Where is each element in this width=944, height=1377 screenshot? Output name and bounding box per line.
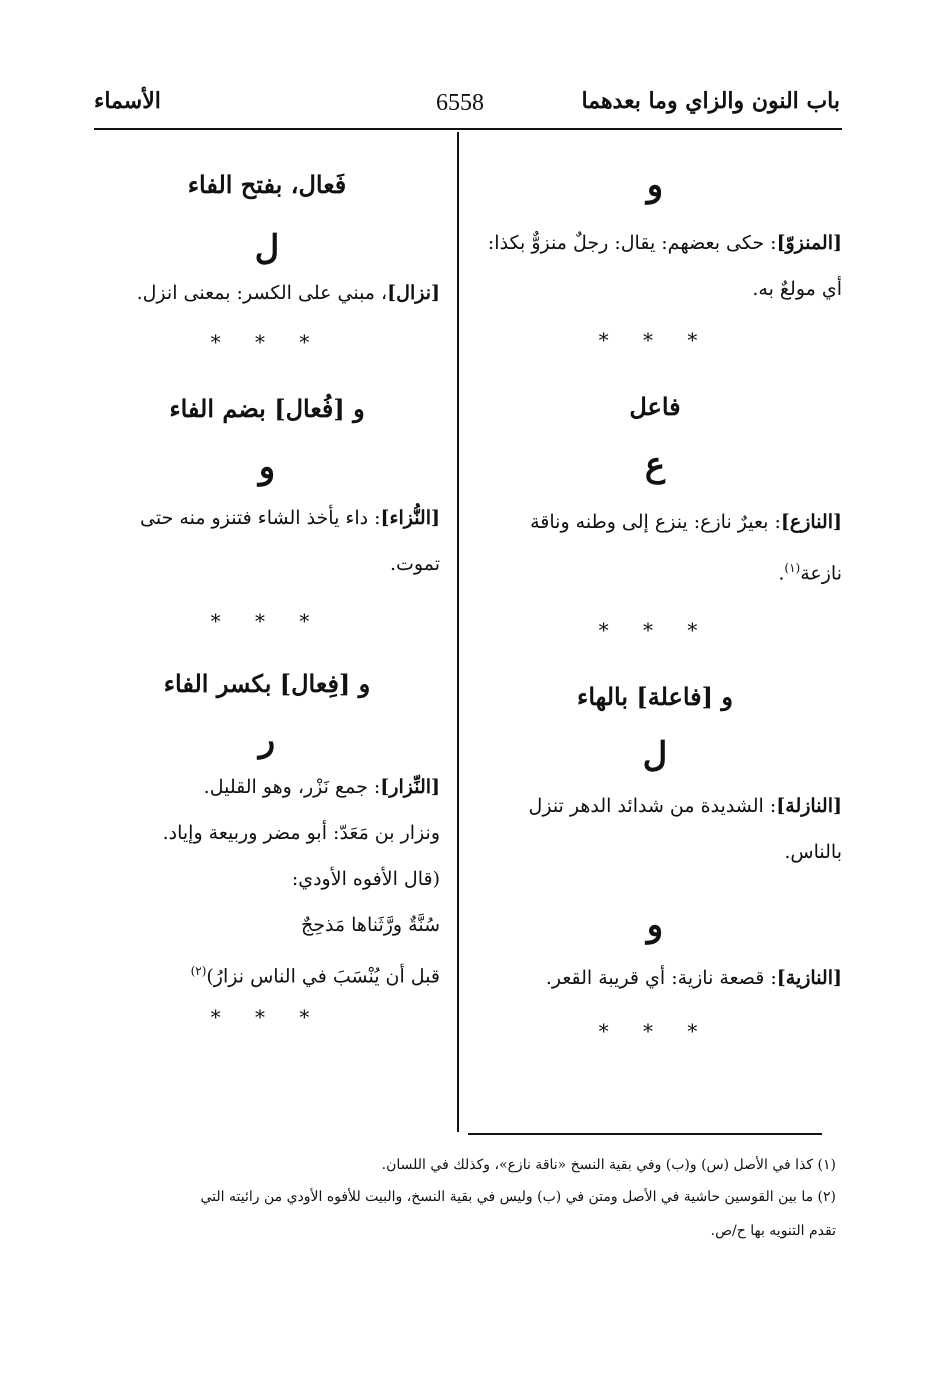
verse-text: قبل أن يُنْسَبَ في الناس نزارُ) xyxy=(206,965,440,988)
verse-line-1: سُنَّةٌ ورَّثَناها مَذحِجٌ xyxy=(300,914,440,936)
root-letter: ر xyxy=(258,720,276,760)
entry-term: [النِّزار] xyxy=(380,776,440,798)
separator-stars: * * * xyxy=(210,1005,324,1030)
entry-text: : بعيرٌ نازع: ينزع إلى وطنه وناقة نازعة xyxy=(530,511,842,585)
entry-text: ، مبني على الكسر: بمعنى انزل. xyxy=(136,282,388,304)
page-number: 6558 xyxy=(436,90,484,116)
root-letter: ل xyxy=(254,228,280,268)
pattern-heading: فاعل xyxy=(629,392,681,421)
left-column xyxy=(94,160,440,1029)
entry-text: : حكى بعضهم: يقال: رجلٌ منزوٌّ بكذا: أي مولعٌ به. xyxy=(487,232,842,300)
entry-text: : قصعة نازية: أي قريبة القعر. xyxy=(545,967,777,990)
separator-stars: * * * xyxy=(598,328,712,352)
footnote-2-continued: تقدم التنويه بها ح/ص. xyxy=(710,1223,836,1239)
entry-term: [المنزوّ] xyxy=(776,232,842,254)
column-divider xyxy=(457,132,459,1132)
entry-term: [النازع] xyxy=(780,511,842,533)
root-letter: ع xyxy=(644,445,666,485)
entry-naziya xyxy=(468,955,842,1001)
entry-term: [النازلة] xyxy=(776,795,842,818)
entry-term: [النازية] xyxy=(776,967,842,990)
entry-nazi xyxy=(468,499,842,596)
entry-nizar-line3: (قال الأفوه الأودي: xyxy=(291,868,440,890)
section-title: الأسماء xyxy=(94,88,161,114)
footnote-1: (١) كذا في الأصل (س) و(ب) وفي بقية النسخ «ناقة نازع»، وكذلك في اللسان. xyxy=(381,1157,836,1173)
root-letter: و xyxy=(258,447,276,487)
header-rule xyxy=(94,128,842,130)
footnote-ref: (١) xyxy=(784,561,801,575)
footnote-2: (٢) ما بين القوسين حاشية في الأصل ومتن في (ب) وليس في بقية النسخ، والبيت للأفوه الأودي من رائيته التي xyxy=(200,1189,836,1205)
root-letter: ل xyxy=(642,735,668,776)
root-letter: و xyxy=(646,165,664,205)
footnote-rule xyxy=(468,1133,822,1135)
separator-stars: * * * xyxy=(598,618,712,643)
pattern-heading: و [فِعال] بكسر الفاء xyxy=(163,669,371,698)
entry-nazal xyxy=(94,270,440,316)
entry-munzaw xyxy=(468,220,842,312)
entry-nizar xyxy=(94,764,440,810)
root-letter: و xyxy=(646,905,664,946)
chapter-title: باب النون والزاي وما بعدهما xyxy=(581,88,840,114)
entry-end: . xyxy=(778,562,785,585)
pattern-heading: و [فاعلة] بالهاء xyxy=(577,682,733,712)
entry-nizar-line2: ونزار بن مَعَدّ: أبو مضر وربيعة وإياد. xyxy=(162,822,440,844)
entry-nuzaa xyxy=(94,495,440,587)
entry-text: : الشديدة من شدائد الدهر تنزل بالناس. xyxy=(528,795,842,864)
entry-nazila xyxy=(468,783,842,875)
pattern-heading: و [فُعال] بضم الفاء xyxy=(169,394,365,423)
entry-term: [النُّزاء] xyxy=(380,507,440,529)
pattern-heading: فَعال، بفتح الفاء xyxy=(187,170,347,199)
footnote-ref: (٢) xyxy=(190,964,207,978)
separator-stars: * * * xyxy=(210,609,324,633)
verse-line-2 xyxy=(94,948,440,999)
entry-text: : جمع نَزْر، وهو القليل. xyxy=(203,776,381,798)
separator-stars: * * * xyxy=(210,330,324,354)
separator-stars: * * * xyxy=(598,1019,712,1044)
entry-term: [نزال] xyxy=(387,282,440,304)
entry-text: : داء يأخذ الشاء فتنزو منه حتى تموت. xyxy=(140,507,440,575)
right-column xyxy=(468,160,842,1043)
